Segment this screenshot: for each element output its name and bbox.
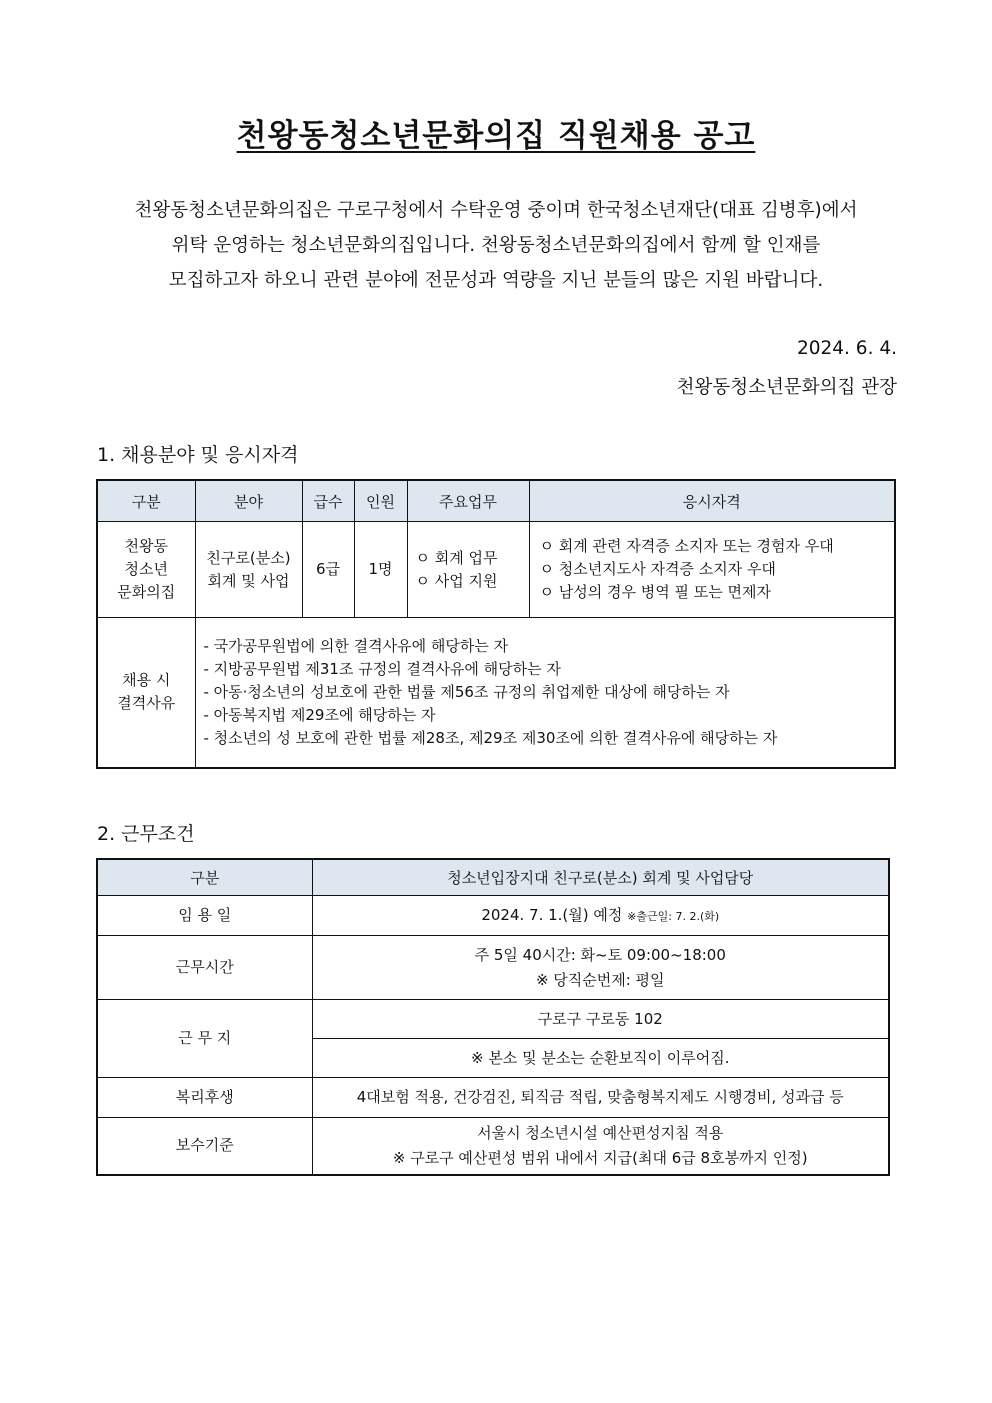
table-row: [97, 1078, 889, 1118]
header-division: 구분: [97, 859, 312, 896]
table-row: [97, 1118, 889, 1175]
salary-value: 서울시 청소년시설 예산편성지침 적용 ※ 구로구 예산편성 범위 내에서 지급(최대 6급 8호봉까지 인정): [312, 1118, 889, 1175]
header-field: 분야: [195, 480, 302, 522]
location-address: 구로구 구로동 102: [312, 1000, 889, 1039]
list-item: - 국가공무원법에 의한 결격사유에 해당하는 자: [203, 636, 509, 655]
list-item: - 지방공무원법 제31조 규정의 결격사유에 해당하는 자: [203, 659, 561, 678]
duties-cell: ㅇ 회계 업무 ㅇ 사업 지원: [407, 522, 529, 618]
table-row: [97, 522, 895, 618]
intro-line: 천왕동청소년문화의집은 구로구청에서 수탁운영 중이며 한국청소년재단(대표 김병후)에서: [134, 200, 858, 221]
location-note: ※ 본소 및 분소는 순환보직이 이루어짐.: [312, 1039, 889, 1078]
location-label: 근 무 지: [97, 1000, 312, 1078]
list-item: - 아동·청소년의 성보호에 관한 법률 제56조 규정의 취업제한 대상에 해당하는 자: [203, 682, 730, 701]
header-division: 구분: [97, 480, 195, 522]
intro-line: 위탁 운영하는 청소년문화의집입니다. 천왕동청소년문화의집에서 함께 할 인재를: [171, 235, 821, 256]
hours-label: 근무시간: [97, 936, 312, 1000]
disqualification-list: [195, 618, 895, 768]
welfare-label: 복리후생: [97, 1078, 312, 1118]
list-item: - 아동복지법 제29조에 해당하는 자: [203, 705, 436, 724]
table-header-row: [97, 859, 889, 896]
disqualification-label: 채용 시 결격사유: [97, 618, 195, 768]
appointment-label: 임 용 일: [97, 896, 312, 936]
recruitment-table: [96, 479, 896, 769]
table-header-row: [97, 480, 895, 522]
hours-value: 주 5일 40시간: 화~토 09:00~18:00 ※ 당직순번제: 평일: [312, 936, 889, 1000]
header-grade: 급수: [302, 480, 354, 522]
header-duties: 주요업무: [407, 480, 529, 522]
signer: 천왕동청소년문화의집 관장: [676, 377, 897, 398]
section-2-title: 2. 근무조건: [97, 823, 195, 845]
count-cell: 1명: [354, 522, 407, 618]
table-row: [97, 618, 895, 768]
field-cell: 친구로(분소) 회계 및 사업: [195, 522, 302, 618]
page-title: 천왕동청소년문화의집 직원채용 공고: [236, 118, 756, 154]
header-qualifications: 응시자격: [529, 480, 895, 522]
announcement-date: 2024. 6. 4.: [796, 338, 897, 359]
table-row: [97, 896, 889, 936]
welfare-value: 4대보험 적용, 건강검진, 퇴직금 적립, 맞춤형복지제도 시행경비, 성과급 등: [312, 1078, 889, 1118]
salary-label: 보수기준: [97, 1118, 312, 1175]
intro-line: 모집하고자 하오니 관련 분야에 전문성과 역량을 지닌 분들의 많은 지원 바랍니다.: [168, 270, 824, 291]
header-count: 인원: [354, 480, 407, 522]
table-row: [97, 1000, 889, 1039]
list-item: - 청소년의 성 보호에 관한 법률 제28조, 제29조 제30조에 의한 결격사유에 해당하는 자: [203, 728, 778, 747]
qualifications-cell: ㅇ 회계 관련 자격증 소지자 또는 경험자 우대 ㅇ 청소년지도사 자격증 소지자 우대 ㅇ 남성의 경우 병역 필 또는 면제자: [529, 522, 895, 618]
division-cell: 천왕동 청소년 문화의집: [97, 522, 195, 618]
section-1-title: 1. 채용분야 및 응시자격: [97, 444, 299, 466]
appointment-value: 2024. 7. 1.(월) 예정 ※출근일: 7. 2.(화): [312, 896, 889, 936]
table-row: [97, 936, 889, 1000]
start-date-note: ※출근일: 7. 2.(화): [627, 909, 720, 923]
intro-paragraph: [96, 193, 896, 298]
grade-cell: 6급: [302, 522, 354, 618]
conditions-table: [96, 858, 890, 1176]
header-position: 청소년입장지대 친구로(분소) 회계 및 사업담당: [312, 859, 889, 896]
